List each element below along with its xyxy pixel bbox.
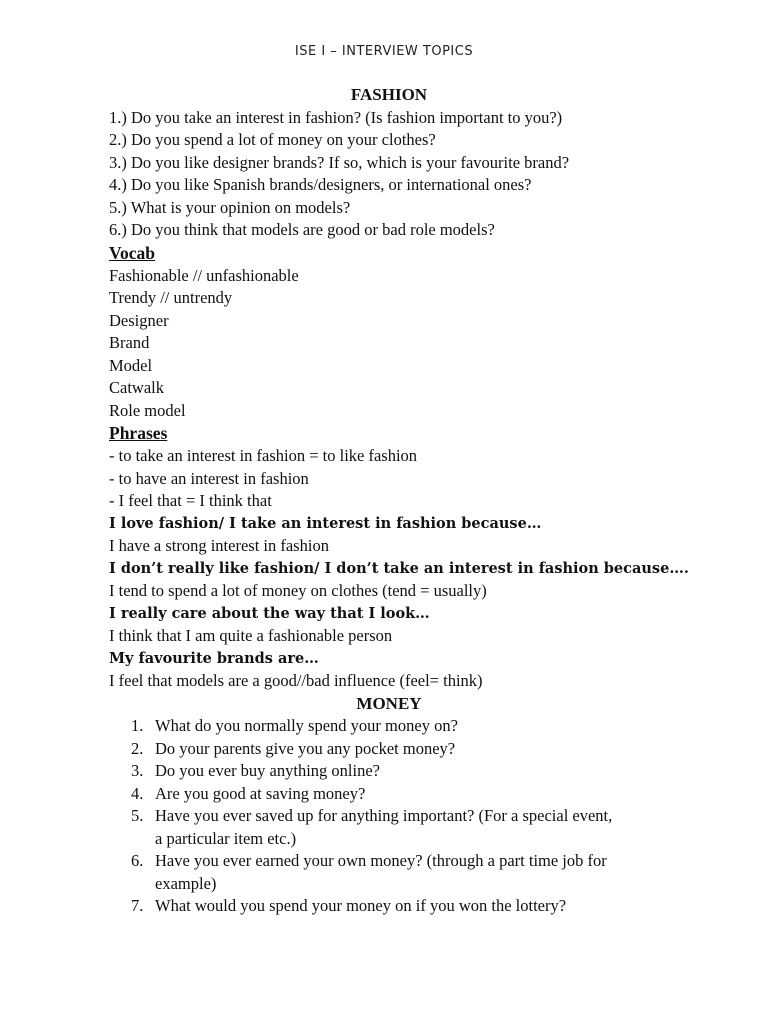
document-body [109,84,709,918]
fashion-question: 6.) Do you think that models are good or bad role models? [109,220,495,239]
fashion-question: 4.) Do you like Spanish brands/designers, or international ones? [109,175,532,194]
fashion-question: 3.) Do you like designer brands? If so, which is your favourite brand? [109,152,570,172]
money-question [109,783,709,806]
question-number: 6. [131,851,144,870]
question-text: Have you ever saved up for anything important? (For a special event, [155,806,613,825]
question-number: 4. [131,783,144,803]
vocab-item: Designer [109,310,169,330]
question-text: Have you ever earned your own money? (through a part time job for [155,851,607,870]
question-number: 5. [131,806,144,825]
money-question [109,850,709,895]
vocab-item: Fashionable // unfashionable [109,265,299,285]
phrase-item: I feel that models are a good//bad influence (feel= think) [109,671,483,690]
question-number: 1. [131,716,144,735]
question-number: 7. [131,896,144,915]
fashion-question: 2.) Do you spend a lot of money on your clothes? [109,130,436,149]
question-text: What do you normally spend your money on? [155,716,458,735]
question-text: Do you ever buy anything online? [155,761,380,780]
money-question [109,895,709,918]
phrases-heading: Phrases [109,423,168,443]
phrase-item: I tend to spend a lot of money on clothes (tend = usually) [109,581,487,600]
phrase-item: I don’t really like fashion/ I don’t take an interest in fashion because…. [109,559,689,577]
question-text-continued: example) [155,873,217,893]
phrase-item: I really care about the way that I look… [109,604,430,622]
phrases-list [109,445,709,693]
fashion-question: 1.) Do you take an interest in fashion? (Is fashion important to you?) [109,107,563,127]
phrase-item: - to take an interest in fashion = to like fashion [109,446,418,465]
phrase-item: I have a strong interest in fashion [109,536,329,555]
money-questions [109,715,709,918]
question-text: Do your parents give you any pocket money? [155,738,456,758]
phrase-item: I love fashion/ I take an interest in fashion because… [109,514,542,532]
money-question [109,738,709,761]
vocab-item: Role model [109,400,186,420]
phrase-item: I think that I am quite a fashionable person [109,626,393,645]
money-heading: MONEY [356,693,422,713]
fashion-question: 5.) What is your opinion on models? [109,197,351,217]
question-number: 2. [131,738,144,758]
vocab-item: Trendy // untrendy [109,288,233,307]
money-question [109,715,709,738]
phrase-item: My favourite brands are… [109,649,319,667]
vocab-heading: Vocab [109,242,156,263]
phrase-item: - to have an interest in fashion [109,468,309,488]
fashion-heading: FASHION [350,85,428,104]
vocab-list [109,265,709,423]
vocab-item: Catwalk [109,378,164,397]
document-title: ISE I – INTERVIEW TOPICS [294,44,474,59]
vocab-item: Model [109,355,153,375]
vocab-item: Brand [109,333,150,352]
money-question [109,805,709,850]
money-question [109,760,709,783]
question-text: Are you good at saving money? [155,783,366,803]
question-text: What would you spend your money on if you won the lottery? [155,896,567,915]
phrase-item: - I feel that = I think that [109,491,272,510]
fashion-questions [109,107,709,242]
question-number: 3. [131,761,144,780]
question-text-continued: a particular item etc.) [155,828,297,848]
